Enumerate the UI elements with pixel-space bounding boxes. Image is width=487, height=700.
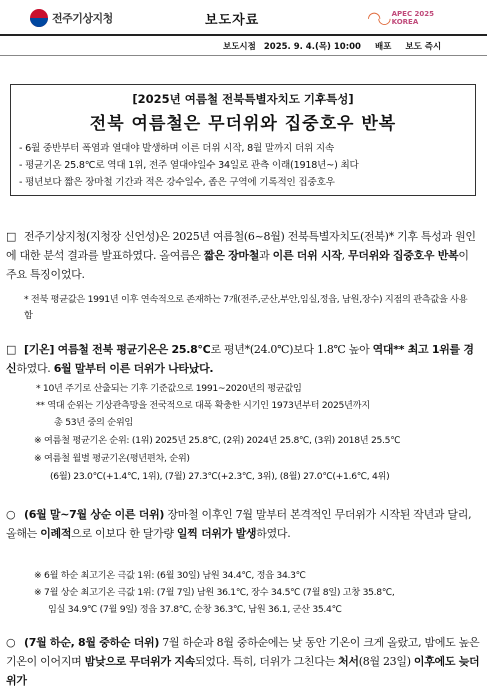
temp-note: (6월) 23.0℃(+1.4℃, 1위), (7월) 27.3℃(+2.3℃, 3위), (8월) 27.0℃(+1.6℃, 4위) — [50, 471, 390, 482]
late-bold: (7월 하순, 8월 중하순 더위) — [24, 636, 160, 649]
early-text: 장마철 이후인 7월 말부터 본격적인 무더위가 시작된 작년과 달리, 올해는 — [6, 508, 472, 540]
temp-bold: 6월 말부터 이른 더위가 나타났다. — [53, 362, 214, 375]
late-text: 7월 하순과 8월 중하순에는 낮 동안 기온이 크게 올랐고, 밤에도 높은 기온이 이어지며 — [6, 636, 480, 668]
summary-list — [11, 140, 475, 191]
release-divider — [0, 55, 487, 56]
circle-bullet: ○ — [6, 636, 16, 649]
intro-footnote: * 전북 평균값은 1991년 이후 연속적으로 존재하는 7개(전주,군산,부안,임실,정읍, 남원,장수) 지점의 관측값을 사용함 — [24, 294, 468, 321]
temp-text: 하였다. — [16, 362, 54, 375]
doc-type: 보도자료 — [205, 13, 260, 28]
summary-item: - 평균기온 25.8℃로 역대 1위, 전주 열대야일수 34일로 관측 이래(1918년~) 최다 — [19, 160, 359, 171]
intro-text: 전주기상지청(지청장 신언성)은 2025년 여름철(6~8월) 전북특별자치도(전북)* 기후 특성과 원인에 대한 분석 결과를 발표하였다. 올여름은 — [6, 230, 476, 262]
late-bold: 이후에도 늦더위가 — [6, 655, 480, 687]
header — [0, 0, 487, 34]
paragraph-early-heat — [6, 505, 482, 543]
paragraph-temperature — [6, 340, 482, 378]
taegeuk-icon — [30, 9, 48, 27]
summary-box — [10, 84, 476, 196]
release-mode: 보도 즉시 — [405, 42, 442, 52]
temp-note: ** 역대 순위는 기상관측망을 전국적으로 대폭 확충한 시기인 1973년부터 2025년까지 — [36, 400, 370, 411]
header-divider — [0, 34, 487, 36]
early-bold: 일찍 더위가 발생 — [176, 527, 257, 540]
paragraph-late-heat — [6, 633, 482, 690]
release-mode-label: 배포 — [374, 42, 392, 52]
release-label: 보도시점 — [223, 42, 256, 52]
late-text: 되었다. 특히, 더위가 그친다는 — [195, 655, 339, 668]
early-note: ※ 7월 상순 최고기온 극값 1위: (7월 7일) 남원 36.1℃, 장수 34.5℃ (7월 8일) 고창 35.8℃, — [34, 587, 395, 598]
paragraph-intro — [6, 227, 482, 284]
early-note: ※ 6월 하순 최고기온 극값 1위: (6월 30일) 남원 34.4℃, 정읍 34.3℃ — [34, 570, 306, 581]
summary-item: - 6월 중반부터 폭염과 열대야 발생하며 이른 더위 시작, 8월 말까지 더위 지속 — [19, 143, 335, 154]
early-text: 으로 이보다 한 달가량 — [71, 527, 177, 540]
release-info — [223, 40, 441, 52]
late-text: (8월 23일) — [358, 655, 414, 668]
late-bold: 처서 — [338, 655, 359, 668]
temp-note: * 10년 주기로 산출되는 기후 기준값으로 1991~2020년의 평균값임 — [36, 383, 302, 394]
summary-title: 전북 여름철은 무더위와 집중호우 반복 — [89, 114, 397, 134]
temp-note: ※ 여름철 평균기온 순위: (1위) 2025년 25.8℃, (2위) 2024년 25.8℃, (3위) 2018년 25.5℃ — [34, 435, 401, 446]
temp-note: 총 53년 중의 순위임 — [54, 417, 133, 428]
summary-subtitle: [2025년 여름철 전북특별자치도 기후특성] — [132, 92, 354, 106]
summary-item: - 평년보다 짧은 장마철 기간과 적은 강수일수, 좁은 구역에 기록적인 집중호우 — [19, 177, 335, 188]
intro-text: 이 주요 특징이었다. — [6, 249, 469, 281]
square-bullet: □ — [6, 230, 17, 243]
intro-text: 과 — [259, 249, 273, 262]
temp-text: 로 평년*(24.0℃)보다 1.8℃ 높아 — [210, 343, 373, 356]
agency-logo — [30, 9, 113, 27]
apec-sub-text: KOREA — [391, 17, 419, 26]
temp-note: ※ 여름철 월별 평균기온(평년편차, 순위) — [34, 453, 190, 464]
circle-bullet: ○ — [6, 508, 16, 521]
agency-name: 전주기상지청 — [52, 12, 113, 25]
intro-text: , — [341, 249, 349, 262]
early-bold: (6월 말~7월 상순 이른 더위) — [24, 508, 165, 521]
late-bold: 밤낮으로 무더위가 지속 — [84, 655, 196, 668]
temp-bold: 역대** 최고 1위를 경신 — [6, 343, 474, 375]
apec-mark-text: APEC 2025 — [391, 9, 434, 18]
early-bold: 이례적 — [40, 527, 72, 540]
release-date: 2025. 9. 4.(목) 10:00 — [263, 42, 361, 52]
square-bullet: □ — [6, 343, 17, 356]
apec-logo — [368, 8, 434, 27]
temp-bold: [기온] 여름철 전북 평균기온은 25.8℃ — [24, 343, 211, 356]
early-text: 하였다. — [256, 527, 291, 540]
intro-bold: 무더위와 집중호우 반복 — [348, 249, 459, 262]
early-note: 임실 34.9℃ (7월 9일) 정읍 37.8℃, 순창 36.3℃, 남원 36.1, 군산 35.4℃ — [48, 604, 342, 615]
apec-emblem-icon: ◠◡ — [368, 8, 389, 27]
intro-bold: 이른 더위 시작 — [272, 249, 342, 262]
intro-bold: 짧은 장마철 — [203, 249, 260, 262]
